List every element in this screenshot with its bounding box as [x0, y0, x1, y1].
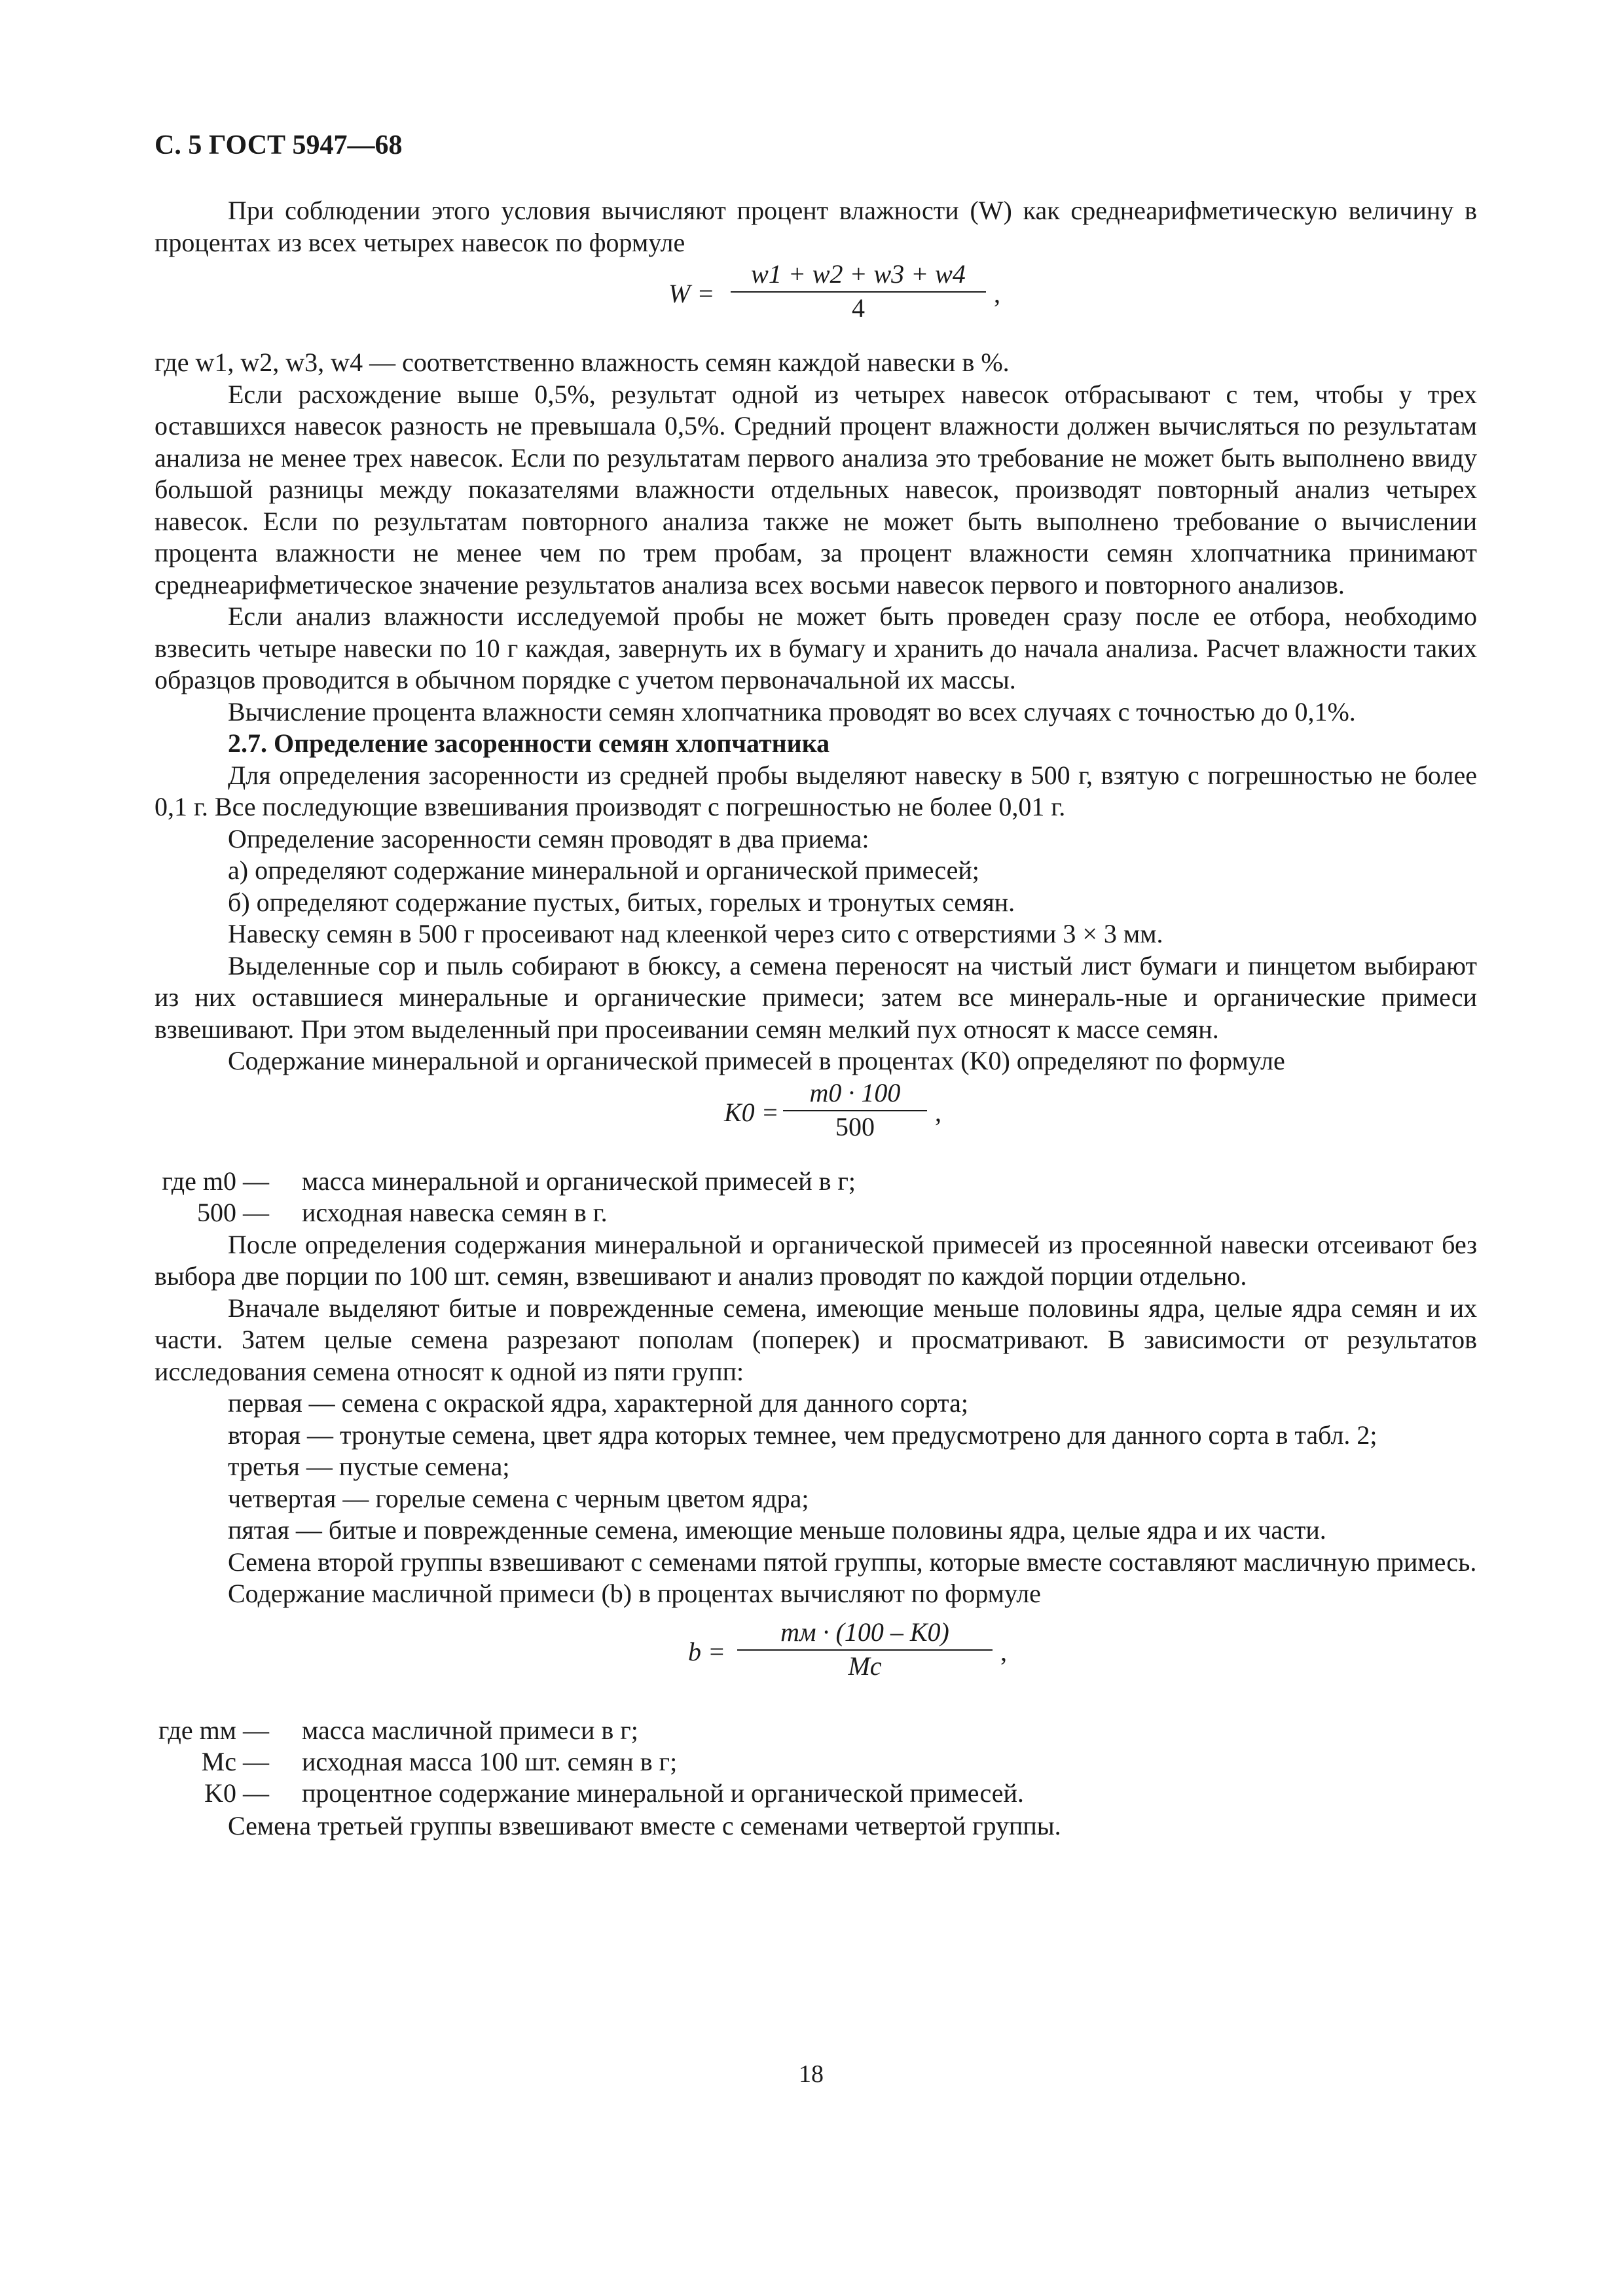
paragraph: Семена третьей группы взвешивают вместе с семенами четвертой группы.	[228, 1810, 1061, 1840]
formula-comma: ,	[935, 1097, 941, 1127]
paragraph: Навеску семян в 500 г просеивают над клеенкой через сито с отверстиями 3 × 3 мм.	[228, 919, 1163, 948]
formula-denominator: 500	[835, 1111, 875, 1141]
paragraph: Содержание минеральной и органической примесей в процентах (K0) определяют по формуле	[228, 1046, 1285, 1075]
list-item: третья — пустые семена;	[228, 1452, 510, 1481]
paragraph: Выделенные сор и пыль собирают в бюксу, а семена переносят на чистый лист бумаги и пинцетом выбирают из них оставшиеся минеральные и органические примеси; затем все минераль-ные и органические примеси взвешивают. При этом выделенный при просеивании семян мелкий пух относят к массе семян.	[155, 950, 1477, 1044]
formula-numerator: m0 · 100	[809, 1077, 901, 1107]
formula-lhs: b =	[688, 1636, 725, 1666]
formula-lhs: W =	[668, 279, 715, 308]
formula-legend	[155, 1166, 1477, 1229]
body-text-block-1	[155, 195, 1477, 1842]
legend-symbol: 500 —	[197, 1197, 269, 1227]
formula-oil-impurity	[155, 1610, 1477, 1715]
formula-fraction	[737, 1617, 993, 1682]
list-item: б) определяют содержание пустых, битых, горелых и тронутых семян.	[228, 887, 1015, 917]
legend-symbol: Mс —	[201, 1746, 269, 1776]
paragraph: Для определения засоренности из средней пробы выделяют навеску в 500 г, взятую с погрешностью не более 0,1 г. Все последующие взвешивания производят с погрешностью не более 0,01 г.	[155, 760, 1477, 821]
legend-description: исходная навеска семян в г.	[302, 1197, 608, 1227]
paragraph: Определение засоренности семян проводят в два приема:	[228, 823, 869, 853]
list-item: первая — семена с окраской ядра, характерной для данного сорта;	[228, 1388, 968, 1418]
formula-impurity	[155, 1077, 1477, 1166]
list-item: четвертая — горелые семена с черным цветом ядра;	[228, 1483, 809, 1513]
paragraph: Вначале выделяют битые и поврежденные семена, имеющие меньше половины ядра, целые ядра семян и их части. Затем целые семена разрезают пополам (поперек) и просматривают. В зависимости от результатов исследования семена относят к одной из пяти групп:	[155, 1293, 1477, 1386]
formula-legend	[155, 1715, 1477, 1810]
list-item: а) определяют содержание минеральной и органической примесей;	[228, 855, 979, 885]
paragraph: При соблюдении этого условия вычисляют процент влажности (W) как среднеарифметическую величину в процентах из всех четырех навесок по формуле	[155, 196, 1477, 257]
paragraph: Если расхождение выше 0,5%, результат одной из четырех навесок отбрасывают с тем, чтобы у трех оставшихся навесок разность не превышала 0,5%. Средний процент влажности должен вычисляться по результатам анализа не менее трех навесок. Если по результатам первого анализа это требование не может быть выполнено ввиду большой разницы между показателями влажности отдельных навесок, производят повторный анализ четырех навесок. Если по результатам повторного анализа также не может быть выполнено требование о вычислении процента влажности не менее чем по трем пробам, за процент влажности семян хлопчатника принимают среднеарифметическое значение результатов анализа всех восьми навесок первого и повторного анализов.	[155, 379, 1477, 600]
page-header: С. 5 ГОСТ 5947—68	[155, 130, 403, 160]
legend-description: процентное содержание минеральной и органической примесей.	[302, 1778, 1024, 1808]
legend-symbol: где m0 —	[162, 1166, 269, 1196]
formula-lhs: K0 =	[724, 1097, 779, 1127]
page-number: 18	[799, 2060, 824, 2088]
legend-description: масса масличной примеси в г;	[302, 1715, 638, 1745]
list-item: пятая — битые и поврежденные семена, имеющие меньше половины ядра, целые ядра и их части.	[228, 1515, 1326, 1545]
formula-fraction	[731, 259, 986, 324]
formula-comma: ,	[1000, 1636, 1007, 1666]
paragraph: Если анализ влажности исследуемой пробы не может быть проведен сразу после ее отбора, необходимо взвесить четыре навески по 10 г каждая, завернуть их в бумагу и хранить до начала анализа. Расчет влажности таких образцов проводится в обычном порядке с учетом первоначальной их массы.	[155, 601, 1477, 694]
formula-fraction	[783, 1077, 927, 1143]
formula-numerator: w1 + w2 + w3 + w4	[751, 259, 966, 289]
formula-denominator: Mс	[848, 1651, 882, 1681]
section-heading: 2.7. Определение засоренности семян хлопчатника	[228, 728, 830, 758]
formula-comma: ,	[994, 279, 1000, 308]
legend-description: масса минеральной и органической примесей в г;	[302, 1166, 856, 1196]
list-item: вторая — тронутые семена, цвет ядра которых темнее, чем предусмотрено для данного сорта в табл. 2;	[228, 1420, 1377, 1450]
paragraph: Семена второй группы взвешивают с семенами пятой группы, которые вместе составляют масличную примесь.	[228, 1547, 1477, 1577]
formula-moisture	[155, 259, 1477, 347]
legend-symbol: где mм —	[158, 1715, 269, 1745]
legend-description: исходная масса 100 шт. семян в г;	[302, 1746, 678, 1776]
paragraph: После определения содержания минеральной и органической примесей из просеянной навески отсеивают без выбора две порции по 100 шт. семян, взвешивают и анализ проводят по каждой порции отдельно.	[155, 1229, 1477, 1291]
legend-symbol: K0 —	[204, 1778, 269, 1808]
formula-denominator: 4	[852, 293, 865, 323]
paragraph: Содержание масличной примеси (b) в процентах вычисляют по формуле	[228, 1579, 1041, 1608]
paragraph: где w1, w2, w3, w4 — соответственно влажность семян каждой навески в %.	[155, 348, 1010, 377]
formula-numerator: mм · (100 – K0)	[780, 1617, 949, 1647]
paragraph: Вычисление процента влажности семян хлопчатника проводят во всех случаях с точностью до 0,1%.	[228, 696, 1356, 726]
